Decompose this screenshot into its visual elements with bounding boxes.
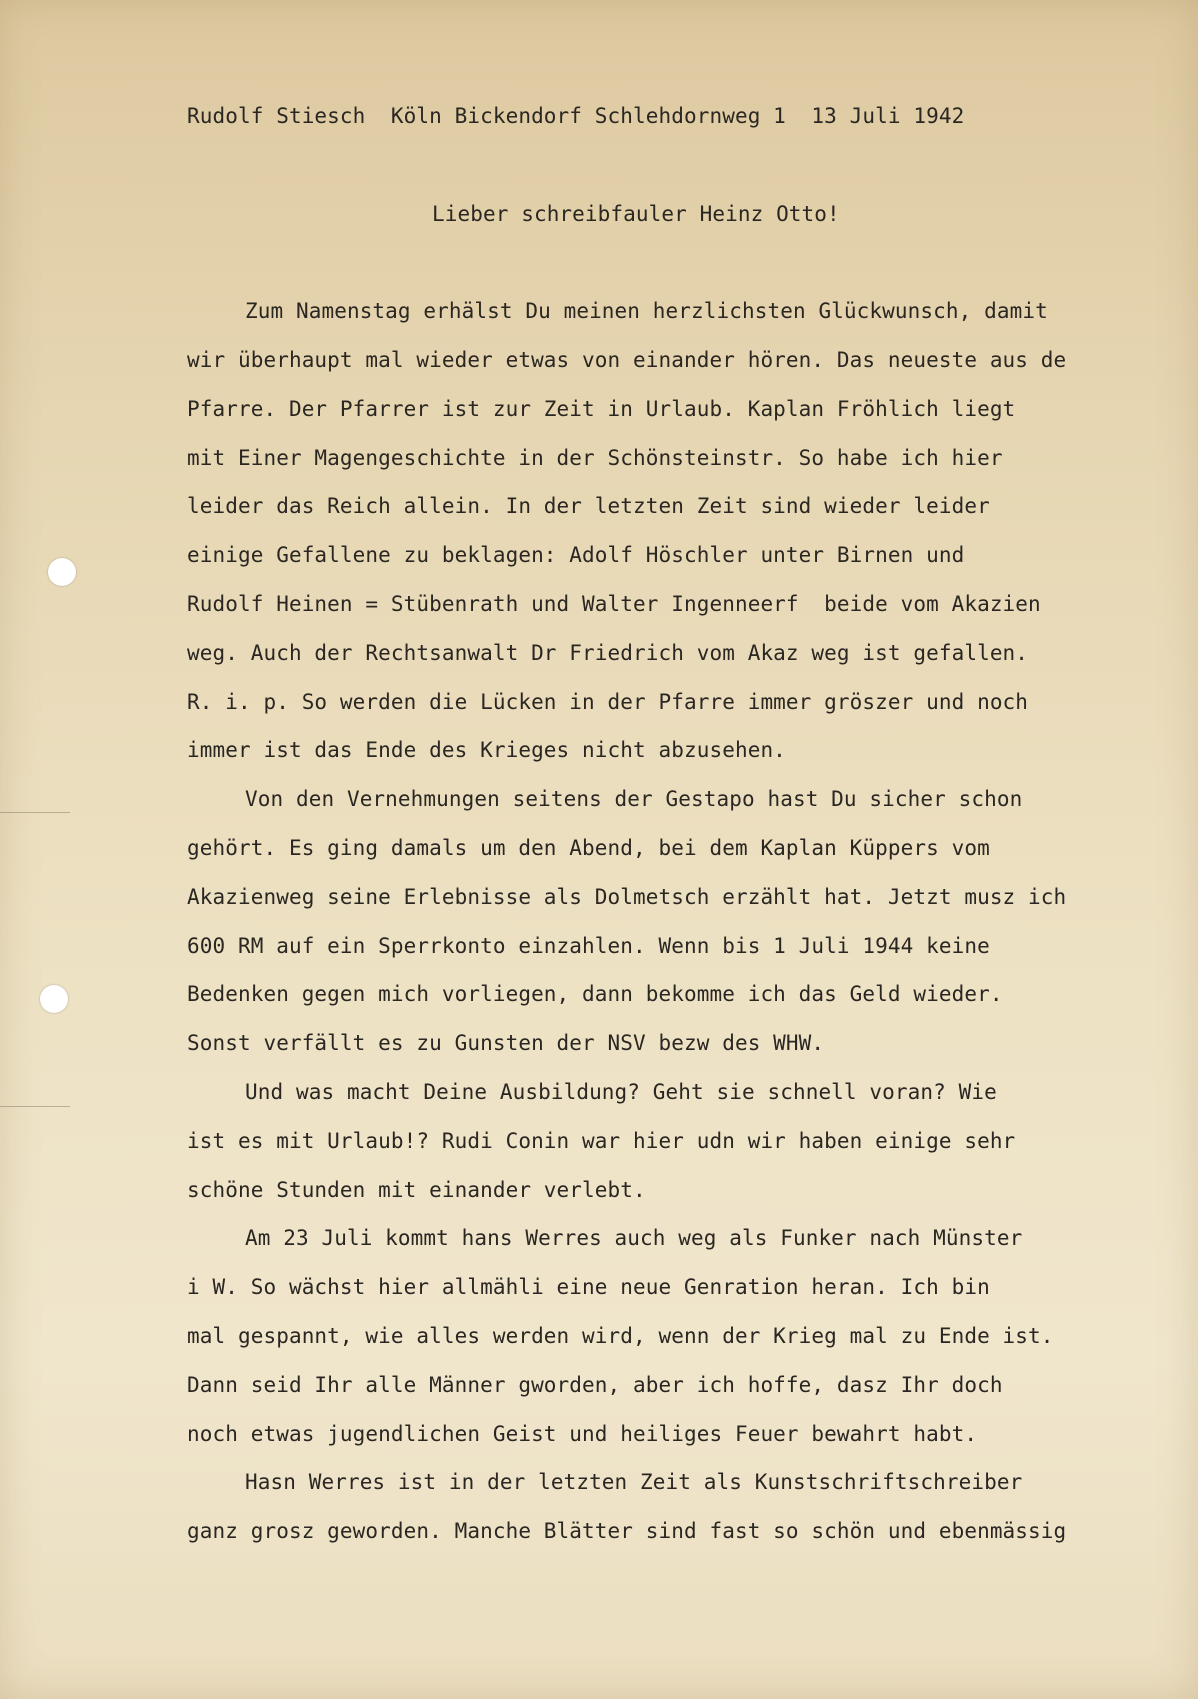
text-line: 600 RM auf ein Sperrkonto einzahlen. Wenn bis 1 Juli 1944 keine [187, 933, 990, 958]
text-line: ganz grosz geworden. Manche Blätter sind fast so schön und ebenmässig [187, 1519, 1067, 1544]
text-line: einige Gefallene zu beklagen: Adolf Höschler unter Birnen und [187, 543, 965, 568]
text-line: gehört. Es ging damals um den Abend, bei dem Kaplan Küppers vom [187, 835, 990, 860]
text-line: leider das Reich allein. In der letzten Zeit sind wieder leider [187, 494, 990, 519]
text-line: Sonst verfällt es zu Gunsten der NSV bezw des WHW. [187, 1031, 825, 1056]
text-line: i W. So wächst hier allmähli eine neue Genration heran. Ich bin [187, 1275, 990, 1300]
text-line: noch etwas jugendlichen Geist und heiliges Feuer bewahrt habt. [187, 1421, 978, 1446]
letter-header: Rudolf Stiesch Köln Bickendorf Schlehdornweg 1 13 Juli 1942 [187, 104, 965, 128]
text-line: Akazienweg seine Erlebnisse als Dolmetsch erzählt hat. Jetzt musz ich [187, 884, 1067, 909]
text-line: weg. Auch der Rechtsanwalt Dr Friedrich vom Akaz weg ist gefallen. [187, 640, 1029, 665]
text-line: Pfarre. Der Pfarrer ist zur Zeit in Urlaub. Kaplan Fröhlich liegt [187, 396, 1016, 421]
text-line: Bedenken gegen mich vorliegen, dann bekomme ich das Geld wieder. [187, 982, 1003, 1007]
text-line: Dann seid Ihr alle Männer gworden, aber ich hoffe, dasz Ihr doch [187, 1372, 1003, 1397]
text-line: mit Einer Magengeschichte in der Schönsteinstr. So habe ich hier [187, 445, 1003, 470]
punch-hole-upper [48, 558, 76, 586]
letter-body [187, 92, 1187, 1556]
text-line: Hasn Werres ist in der letzten Zeit als Kunstschriftschreiber [245, 1470, 1023, 1495]
text-line: immer ist das Ende des Krieges nicht abzusehen. [187, 738, 786, 763]
punch-hole-lower [40, 985, 68, 1013]
text-line: Zum Namenstag erhälst Du meinen herzlichsten Glückwunsch, damit [245, 299, 1048, 324]
text-line: Am 23 Juli kommt hans Werres auch weg als Funker nach Münster [245, 1226, 1023, 1251]
text-line: mal gespannt, wie alles werden wird, wenn der Krieg mal zu Ende ist. [187, 1323, 1054, 1348]
text-line: ist es mit Urlaub!? Rudi Conin war hier udn wir haben einige sehr [187, 1128, 1016, 1153]
edge-mark [0, 1106, 70, 1107]
text-line: Und was macht Deine Ausbildung? Geht sie schnell voran? Wie [245, 1079, 997, 1104]
text-line: Rudolf Heinen = Stübenrath und Walter Ingenneerf beide vom Akazien [187, 591, 1041, 616]
text-line: Von den Vernehmungen seitens der Gestapo hast Du sicher schon [245, 787, 1023, 812]
text-line: schöne Stunden mit einander verlebt. [187, 1177, 646, 1202]
edge-mark [0, 812, 70, 813]
text-line: wir überhaupt mal wieder etwas von einander hören. Das neueste aus de [187, 347, 1067, 372]
text-line: R. i. p. So werden die Lücken in der Pfarre immer gröszer und noch [187, 689, 1029, 714]
letter-salutation: Lieber schreibfauler Heinz Otto! [432, 201, 840, 226]
